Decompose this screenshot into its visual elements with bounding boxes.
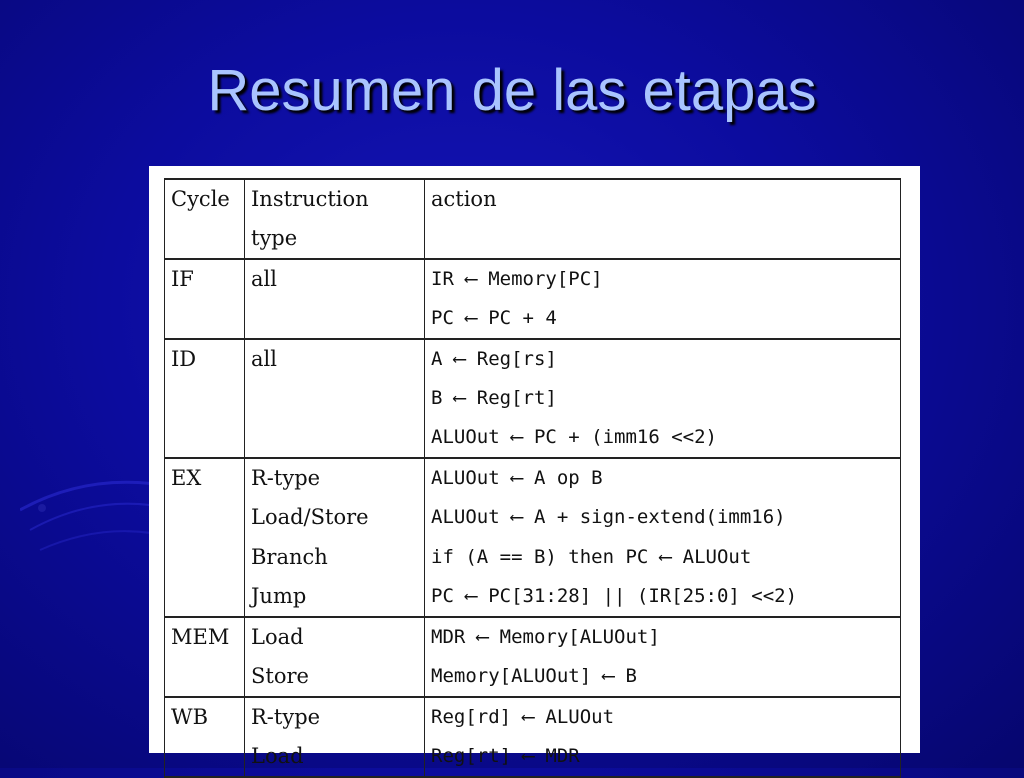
instruction-type-cell: all (245, 259, 425, 299)
cycle-cell (165, 379, 245, 418)
action-cell: Reg[rt] ⟵ MDR (425, 737, 901, 777)
action-cell: ALUOut ⟵ A op B (425, 458, 901, 498)
action-cell: IR ⟵ Memory[PC] (425, 259, 901, 299)
instruction-type-cell (245, 299, 425, 339)
cycle-cell (165, 538, 245, 577)
cycle-cell (165, 498, 245, 537)
table-row (165, 657, 901, 697)
action-cell: if (A == B) then PC ⟵ ALUOut (425, 538, 901, 577)
instruction-type-cell: R-type (245, 697, 425, 737)
cycle-cell (165, 657, 245, 697)
table-header-row (165, 179, 901, 259)
table-panel (149, 166, 920, 769)
header-cycle: Cycle (165, 179, 245, 259)
table-row (165, 498, 901, 537)
instruction-type-cell: Load (245, 737, 425, 777)
table-row (165, 538, 901, 577)
header-instruction-type: Instruction type (245, 179, 425, 259)
instruction-type-cell: Load/Store (245, 498, 425, 537)
table-row (165, 737, 901, 777)
slide-title: Resumen de las etapas (207, 58, 817, 123)
table-row (165, 577, 901, 617)
header-action: action (425, 179, 901, 259)
action-cell: A ⟵ Reg[rs] (425, 339, 901, 379)
action-cell: ALUOut ⟵ A + sign-extend(imm16) (425, 498, 901, 537)
action-cell: MDR ⟵ Memory[ALUOut] (425, 617, 901, 657)
action-cell: ALUOut ⟵ PC + (imm16 <<2) (425, 418, 901, 458)
cycle-cell: ID (165, 339, 245, 379)
cycle-cell (165, 577, 245, 617)
table-row (165, 339, 901, 379)
table-row (165, 697, 901, 737)
instruction-type-cell (245, 379, 425, 418)
table-row (165, 458, 901, 498)
table-row (165, 418, 901, 458)
instruction-type-cell: R-type (245, 458, 425, 498)
table-row (165, 379, 901, 418)
action-cell: PC ⟵ PC[31:28] || (IR[25:0] <<2) (425, 577, 901, 617)
cycle-cell: IF (165, 259, 245, 299)
action-cell: Reg[rd] ⟵ ALUOut (425, 697, 901, 737)
cycle-cell (165, 737, 245, 777)
instruction-type-cell: Store (245, 657, 425, 697)
stages-table-body (165, 179, 901, 777)
cycle-cell (165, 299, 245, 339)
instruction-type-cell: Load (245, 617, 425, 657)
action-cell: B ⟵ Reg[rt] (425, 379, 901, 418)
table-row (165, 617, 901, 657)
cycle-cell: MEM (165, 617, 245, 657)
action-cell: Memory[ALUOut] ⟵ B (425, 657, 901, 697)
stages-table (164, 178, 901, 778)
action-cell: PC ⟵ PC + 4 (425, 299, 901, 339)
table-row (165, 259, 901, 299)
table-row (165, 299, 901, 339)
instruction-type-cell: Branch (245, 538, 425, 577)
cycle-cell: WB (165, 697, 245, 737)
instruction-type-cell: Jump (245, 577, 425, 617)
cycle-cell: EX (165, 458, 245, 498)
cycle-cell (165, 418, 245, 458)
instruction-type-cell: all (245, 339, 425, 379)
instruction-type-cell (245, 418, 425, 458)
